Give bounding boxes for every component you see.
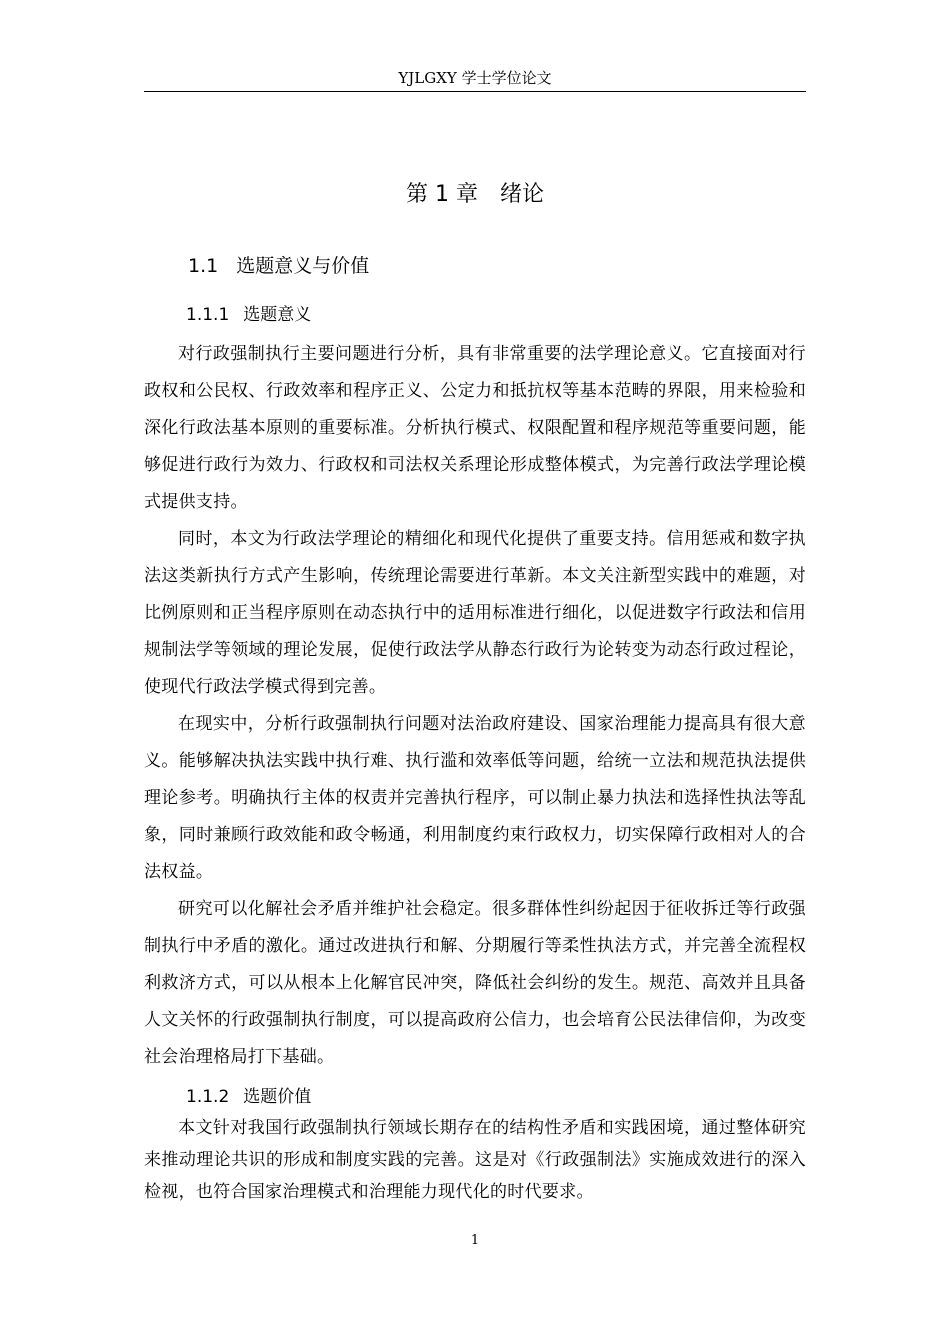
section-title: 选题意义与价值 — [236, 255, 370, 277]
chapter-name: 绪论 — [499, 182, 544, 207]
running-header: YJLGXY 学士学位论文 — [398, 69, 552, 87]
section-number: 1.1.2 — [186, 1087, 230, 1107]
chapter-number: 第 1 章 — [406, 182, 478, 207]
section-number: 1.1 — [188, 255, 219, 277]
page-number: 1 — [470, 1233, 480, 1248]
body-paragraph: 对行政强制执行主要问题进行分析，具有非常重要的法学理论意义。它直接面对行政权和公民权、行政效率和程序正义、公定力和抵抗权等基本范畴的界限，用来检验和深化行政法基本原则的重要标准。分析执行模式、权限配置和程序规范等重要问题，能够促进行政行为效力、行政权和司法权关系理论形成整体模式，为完善行政法学理论模式提供支持。 — [144, 344, 806, 512]
body-paragraph: 研究可以化解社会矛盾并维护社会稳定。很多群体性纠纷起因于征收拆迁等行政强制执行中矛盾的激化。通过改进执行和解、分期履行等柔性执法方式，并完善全流程权利救济方式，可以从根本上化解官民冲突，降低社会纠纷的发生。规范、高效并且具备人文关怀的行政强制执行制度，可以提高政府公信力，也会培育公民法律信仰，为改变社会治理格局打下基础。 — [144, 899, 806, 1067]
section-heading-1-1-2 — [186, 1084, 311, 1110]
chapter-title — [144, 180, 806, 210]
body-paragraph: 本文针对我国行政强制执行领域长期存在的结构性矛盾和实践困境，通过整体研究来推动理论共识的形成和制度实践的完善。这是对《行政强制法》实施成效进行的深入检视，也符合国家治理模式和治理能力现代化的时代要求。 — [144, 1118, 806, 1202]
section-title: 选题意义 — [243, 305, 312, 325]
section-number: 1.1.1 — [186, 305, 230, 325]
section-title: 选题价值 — [243, 1087, 312, 1107]
body-paragraph: 在现实中，分析行政强制执行问题对法治政府建设、国家治理能力提高具有很大意义。能够解决执法实践中执行难、执行滥和效率低等问题，给统一立法和规范执法提供理论参考。明确执行主体的权责并完善执行程序，可以制止暴力执法和选择性执法等乱象，同时兼顾行政效能和政令畅通，利用制度约束行政权力，切实保障行政相对人的合法权益。 — [144, 714, 806, 882]
body-paragraph: 同时，本文为行政法学理论的精细化和现代化提供了重要支持。信用惩戒和数字执法这类新执行方式产生影响，传统理论需要进行革新。本文关注新型实践中的难题，对比例原则和正当程序原则在动态执行中的适用标准进行细化，以促进数字行政法和信用规制法学等领域的理论发展，促使行政法学从静态行政行为论转变为动态行政过程论，使现代行政法学模式得到完善。 — [144, 529, 806, 697]
section-heading-1-1-1 — [186, 302, 311, 328]
header-rule — [144, 91, 806, 92]
section-heading-1-1 — [188, 252, 369, 280]
